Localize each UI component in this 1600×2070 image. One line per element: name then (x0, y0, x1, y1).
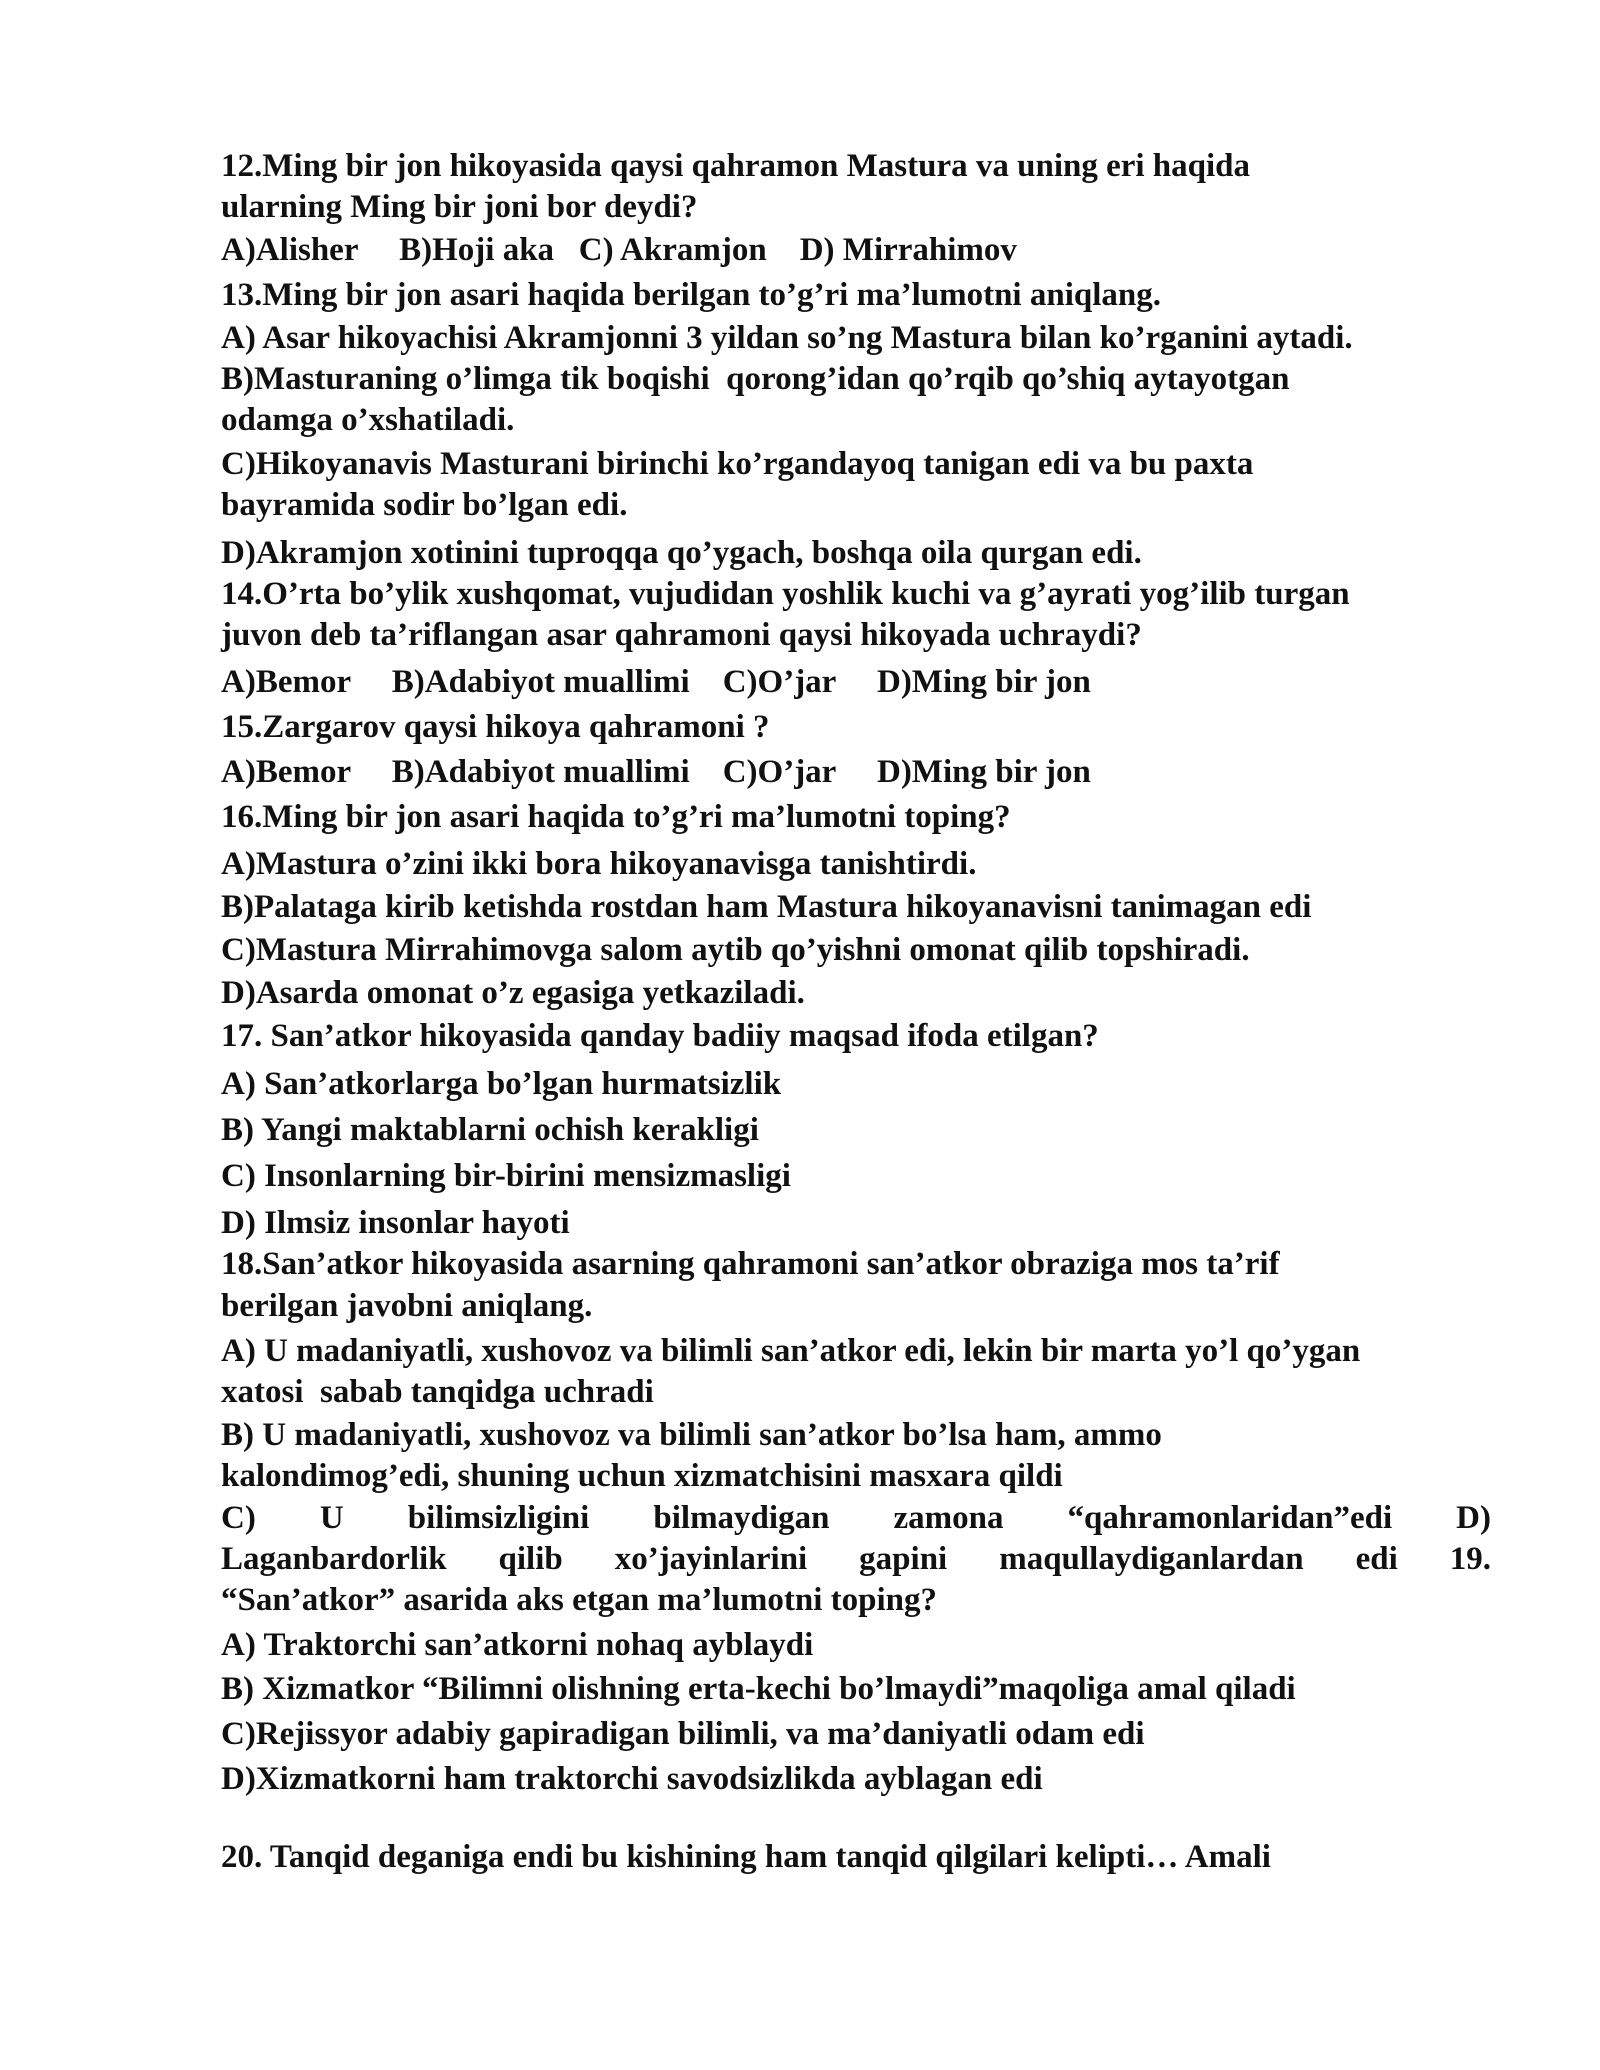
question-14-options: A)Bemor B)Adabiyot muallimi C)O’jar D)Ming bir jon (221, 664, 1091, 700)
question-13-option-a: A) Asar hikoyachisi Akramjonni 3 yildan so’ng Mastura bilan ko’rganini aytadi. (221, 320, 1353, 356)
question-18-text-cont: berilgan javobni aniqlang. (221, 1288, 593, 1324)
question-16-option-d: D)Asarda omonat o’z egasiga yetkaziladi. (221, 975, 805, 1011)
question-18-option-c: C) U bilimsizligini bilmaydigan zamona “qahramonlaridan”edi D) (221, 1500, 1491, 1536)
question-14-text-cont: juvon deb ta’riflangan asar qahramoni qaysi hikoyada uchraydi? (221, 617, 1142, 653)
question-13-option-d: D)Akramjon xotinini tuproqqa qo’ygach, boshqa oila qurgan edi. (221, 535, 1142, 571)
question-13-option-c-cont: bayramida sodir bo’lgan edi. (221, 487, 628, 523)
question-16-option-a: A)Mastura o’zini ikki bora hikoyanavisga tanishtirdi. (221, 846, 977, 882)
question-14-text: 14.O’rta bo’ylik xushqomat, vujudidan yoshlik kuchi va g’ayrati yog’ilib turgan (221, 576, 1350, 612)
question-17-option-a: A) San’atkorlarga bo’lgan hurmatsizlik (221, 1066, 782, 1102)
question-12-text-cont: ularning Ming bir joni bor deydi? (221, 189, 698, 225)
question-13-text: 13.Ming bir jon asari haqida berilgan to’g’ri ma’lumotni aniqlang. (221, 277, 1161, 313)
question-16-option-c: C)Mastura Mirrahimovga salom aytib qo’yishni omonat qilib topshiradi. (221, 932, 1250, 968)
question-18-option-d: Laganbardorlik qilib xo’jayinlarini gapini maqullaydiganlardan edi 19. (221, 1541, 1491, 1577)
question-18-option-a: A) U madaniyatli, xushovoz va bilimli san’atkor edi, lekin bir marta yo’l qo’ygan (221, 1333, 1361, 1369)
question-19-text: “San’atkor” asarida aks etgan ma’lumotni toping? (221, 1582, 937, 1618)
question-18-option-b-cont: kalondimog’edi, shuning uchun xizmatchisini masxara qildi (221, 1458, 1063, 1494)
question-13-option-c: C)Hikoyanavis Masturani birinchi ko’rgandayoq tanigan edi va bu paxta (221, 446, 1254, 482)
question-17-text: 17. San’atkor hikoyasida qanday badiiy maqsad ifoda etilgan? (221, 1018, 1099, 1054)
question-18-text: 18.San’atkor hikoyasida asarning qahramoni san’atkor obraziga mos ta’rif (221, 1246, 1280, 1282)
question-17-option-c: C) Insonlarning bir-birini mensizmasligi (221, 1158, 791, 1194)
question-15-text: 15.Zargarov qaysi hikoya qahramoni ? (221, 709, 770, 745)
question-16-text: 16.Ming bir jon asari haqida to’g’ri ma’lumotni toping? (221, 799, 1011, 835)
question-13-option-b: B)Masturaning o’limga tik boqishi qorong’idan qo’rqib qo’shiq aytayotgan (221, 361, 1290, 397)
question-12-options: A)Alisher B)Hoji aka C) Akramjon D) Mirrahimov (221, 232, 1017, 268)
question-19-option-b: B) Xizmatkor “Bilimni olishning erta-kechi bo’lmaydi”maqoliga amal qiladi (221, 1671, 1296, 1707)
question-20-text: 20. Tanqid deganiga endi bu kishining ham tanqid qilgilari kelipti… Amali (221, 1839, 1271, 1875)
question-19-option-d: D)Xizmatkorni ham traktorchi savodsizlikda ayblagan edi (221, 1761, 1043, 1797)
question-18-option-b: B) U madaniyatli, xushovoz va bilimli san’atkor bo’lsa ham, ammo (221, 1417, 1162, 1453)
question-16-option-b: B)Palataga kirib ketishda rostdan ham Mastura hikoyanavisni tanimagan edi (221, 889, 1312, 925)
question-17-option-d: D) Ilmsiz insonlar hayoti (221, 1205, 570, 1241)
question-19-option-a: A) Traktorchi san’atkorni nohaq ayblaydi (221, 1627, 814, 1663)
question-19-option-c: C)Rejissyor adabiy gapiradigan bilimli, va ma’daniyatli odam edi (221, 1716, 1145, 1752)
question-15-options: A)Bemor B)Adabiyot muallimi C)O’jar D)Ming bir jon (221, 754, 1091, 790)
question-17-option-b: B) Yangi maktablarni ochish kerakligi (221, 1112, 759, 1148)
question-18-option-a-cont: xatosi sabab tanqidga uchradi (221, 1374, 654, 1410)
question-13-option-b-cont: odamga o’xshatiladi. (221, 402, 515, 438)
question-12-text: 12.Ming bir jon hikoyasida qaysi qahramon Mastura va uning eri haqida (221, 148, 1251, 184)
